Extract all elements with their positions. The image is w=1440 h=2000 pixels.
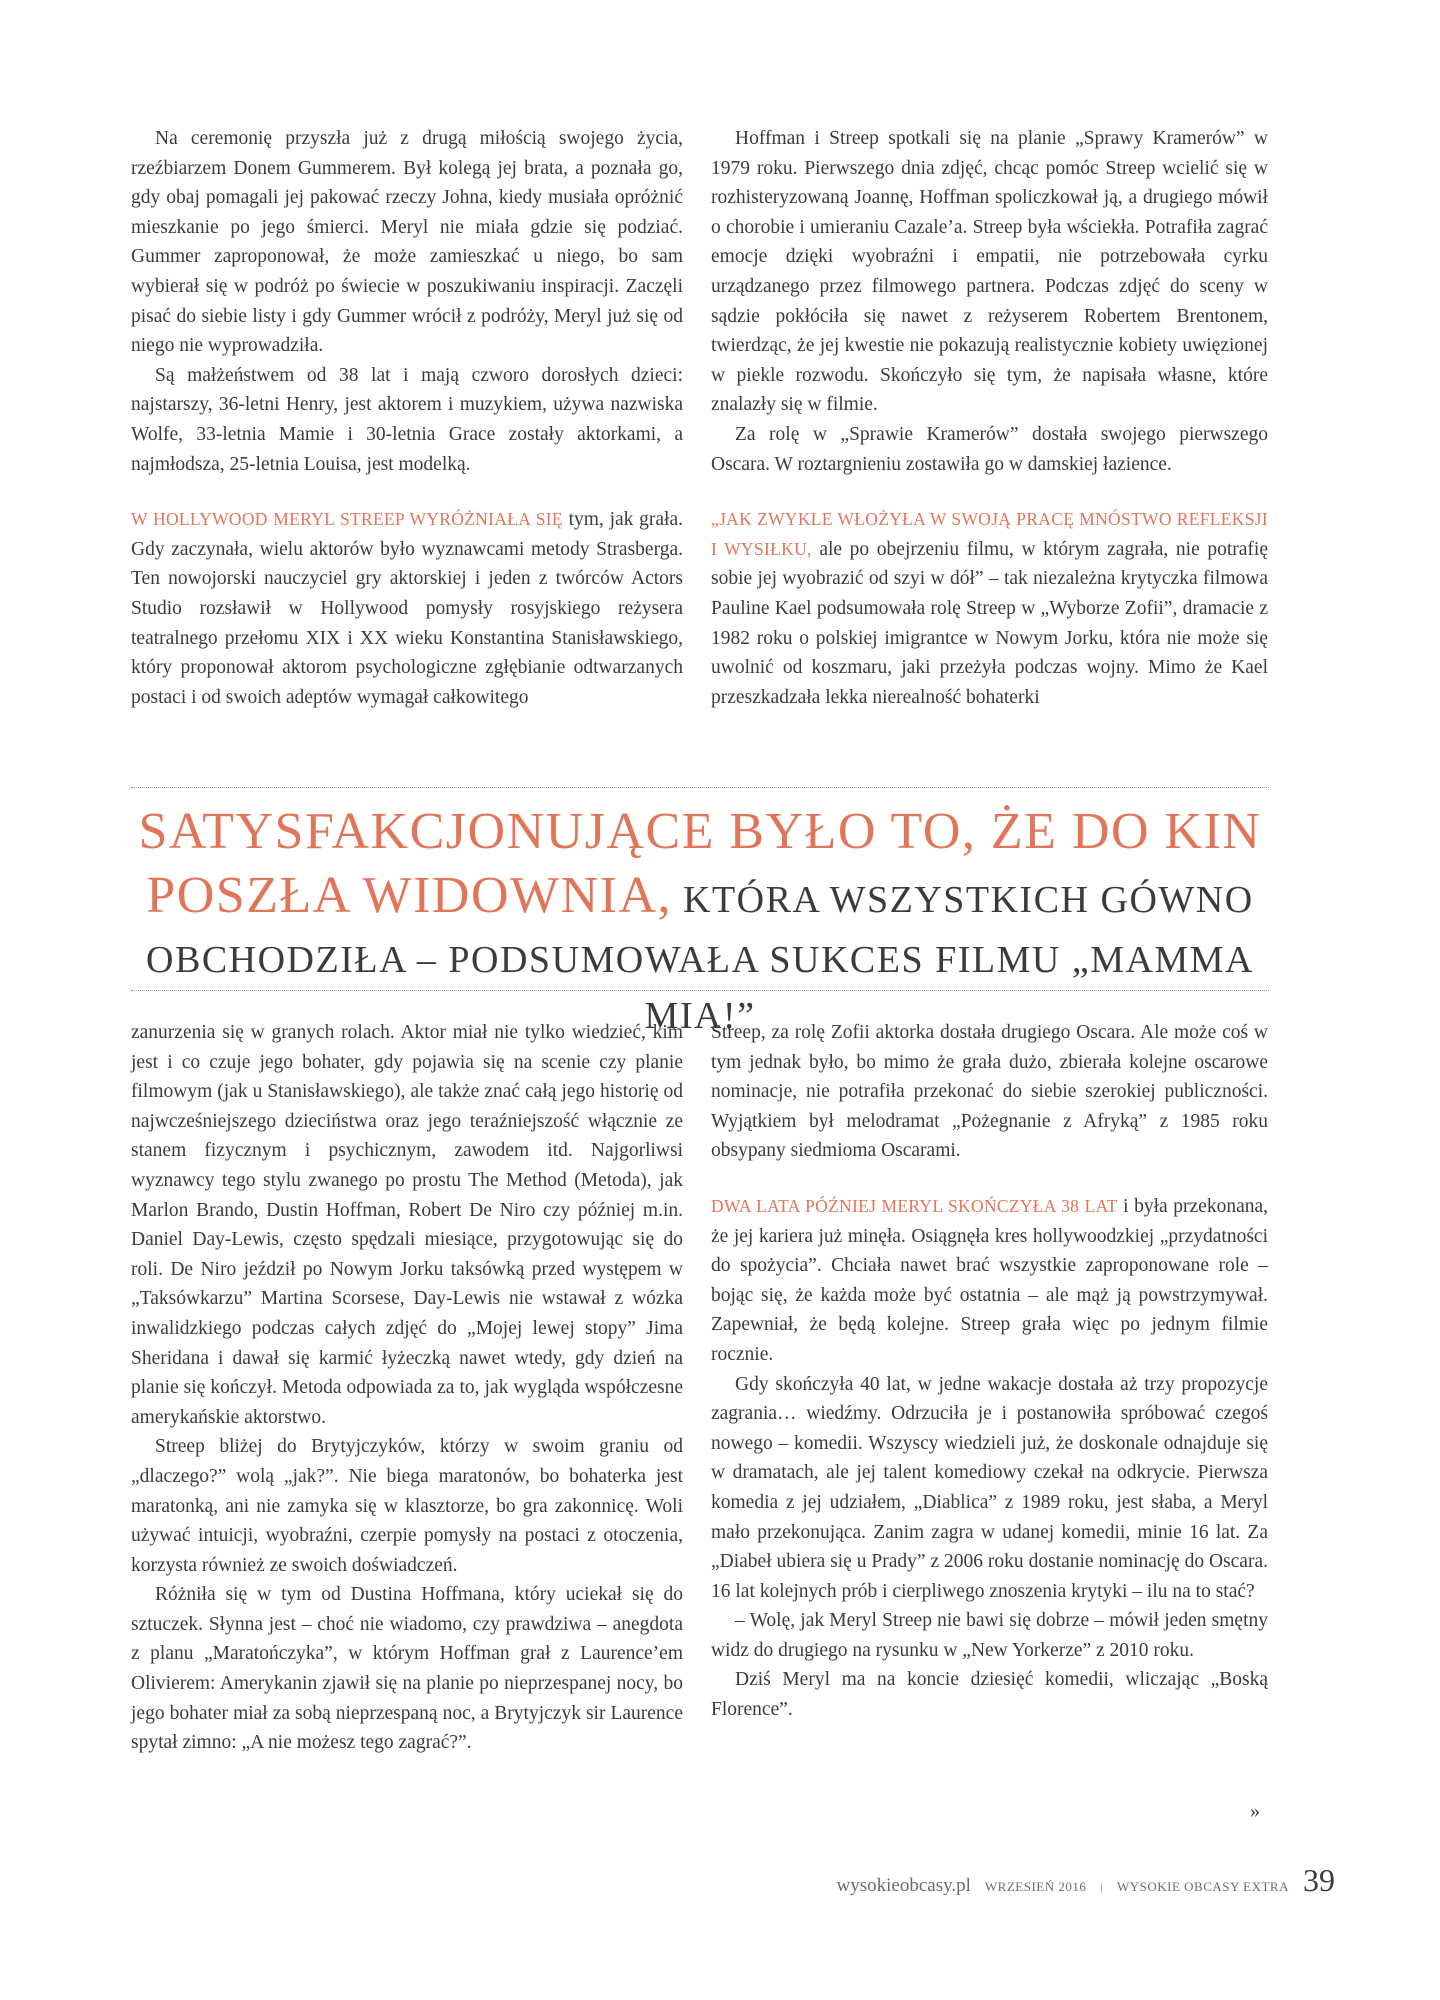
page-number: 39 bbox=[1303, 1862, 1335, 1898]
article-column-bottom-left bbox=[131, 1018, 683, 1758]
article-column-bottom-right bbox=[711, 1018, 1268, 1725]
pull-quote-line-1: SATYSFAKCJONUJĄCE BYŁO TO, ŻE DO KIN bbox=[138, 803, 1262, 860]
paragraph-with-lead bbox=[131, 505, 683, 712]
article-column-top-left bbox=[131, 124, 683, 712]
section-lead-in: DWA LATA PÓŹNIEJ MERYL SKOŃCZYŁA 38 LAT bbox=[711, 1195, 1118, 1216]
paragraph-text: tym, jak grała. Gdy zaczynała, wielu aktorów było wyznawcami metody Strasberga. Ten nowojorski nauczyciel gry aktorskiej i jeden z twórców Actors Studio rozsławił w Hollywood pomysły rosyjskiego reżysera teatralnego przełomu XIX i XX wieku Konstantina Stanisławskiego, który proponował aktorom psychologiczne zgłębianie odtwarzanych postaci i od swoich adeptów wymagał całkowitego bbox=[131, 509, 683, 708]
section-lead-in: „JAK ZWYKLE WŁOŻYŁA W SWOJĄ PRACĘ MNÓSTWO REFLEKSJI I WYSIŁKU, bbox=[711, 509, 1268, 559]
paragraph: Dziś Meryl ma na koncie dziesięć komedii, wliczając „Boską Florence”. bbox=[711, 1669, 1268, 1721]
paragraph-with-lead bbox=[711, 505, 1268, 712]
section-lead-in: W HOLLYWOOD MERYL STREEP WYRÓŻNIAŁA SIĘ bbox=[131, 509, 563, 530]
footer-magazine-name: WYSOKIE OBCASY EXTRA bbox=[1116, 1879, 1289, 1894]
paragraph: Są małżeństwem od 38 lat i mają czworo dorosłych dzieci: najstarszy, 36-letni Henry, jest aktorem i muzykiem, używa nazwiska Wolfe, 33-letnia Mamie i 30-letnia Grace zostały aktorkami, a najmłodsza, 25-letnia Louisa, jest modelką. bbox=[131, 364, 683, 475]
paragraph-with-lead bbox=[711, 1192, 1268, 1370]
footer-website: wysokieobcasy.pl bbox=[836, 1875, 971, 1896]
dotted-divider-bottom bbox=[131, 990, 1269, 991]
paragraph: Streep bliżej do Brytyjczyków, którzy w swoim graniu od „dlaczego?” wolą „jak?”. Nie biega maratonów, bo bohaterka jest maratonką, ani nie zamyka się w klasztorze, bo gra zakonnicę. Woli używać intuicji, wyobraźni, czerpie pomysły na postaci z otoczenia, korzysta również ze swoich doświadczeń. bbox=[131, 1436, 683, 1576]
paragraph: Na ceremonię przyszła już z drugą miłością swojego życia, rzeźbiarzem Donem Gummerem. Był kolegą jej brata, a poznała go, gdy obaj pomagali jej pakować rzeczy Johna, kiedy musiała opróżnić mieszkanie po jego śmierci. Meryl nie miała gdzie się podziać. Gummer zaproponował, że może zamieszkać u niego, bo sam wybierał się w podróż po świecie w poszukiwaniu inspiracji. Zaczęli pisać do siebie listy i gdy Gummer wrócił z podróży, Meryl już się od niego nie wyprowadziła. bbox=[131, 128, 683, 357]
paragraph: Różniła się w tym od Dustina Hoffmana, który uciekał się do sztuczek. Słynna jest – choć nie wiadomo, czy prawdziwa – anegdota z planu „Maratończyka”, w którym Hoffman grał z Laurence’em Olivierem: Amerykanin zjawił się na planie po nieprzespanej nocy, bo jego bohater miał za sobą nieprzespaną noc, a Brytyjczyk sir Laurence spytał zimno: „A nie możesz tego zagrać?”. bbox=[131, 1584, 683, 1754]
paragraph: Gdy skończyła 40 lat, w jedne wakacje dostała aż trzy propozycje zagrania… wiedźmy. Odrzuciła je i postanowiła spróbować czegoś nowego – komedii. Wszyscy wiedzieli już, że doskonale odnajduje się w dramatach, ale jej talent komediowy czekał na odkrycie. Pierwsza komedia z jej udziałem, „Diablica” z 1989 roku, jest słaba, a Meryl mało przekonująca. Zanim zagra w udanej komedii, minie 16 lat. Za „Diabeł ubiera się u Prady” z 2006 roku dostanie nominację do Oscara. 16 lat kolejnych prób i cierpliwego znoszenia krytyki – ilu na to stać? bbox=[711, 1373, 1268, 1602]
paragraph: Streep, za rolę Zofii aktorka dostała drugiego Oscara. Ale może coś w tym jednak było, bo mimo że grała dużo, zbierała kolejne oscarowe nominacje, nie potrafiła przekonać do siebie szerokiej publiczności. Wyjątkiem był melodramat „Pożegnanie z Afryką” z 1985 roku obsypany siedmioma Oscarami. bbox=[711, 1022, 1268, 1162]
paragraph: Hoffman i Streep spotkali się na planie „Sprawy Kramerów” w 1979 roku. Pierwszego dnia zdjęć, chcąc pomóc Streep wcielić się w rozhisteryzowaną Joannę, Hoffman spoliczkował ją, a drugiego mówił o chorobie i umieraniu Cazale’a. Streep była wściekła. Potrafiła zagrać emocje dzięki wyobraźni i empatii, nie potrzebowała cyrku urządzanego przez filmowego partnera. Podczas zdjęć do sceny w sądzie pokłóciła się nawet z reżyserem Robertem Brentonem, twierdząc, że jej kwestie nie pokazują realistycznie kobiety uwięzionej w piekle rozwodu. Skończyło się tym, że napisała własne, które znalazły się w filmie. bbox=[711, 128, 1268, 416]
paragraph-text: ale po obejrzeniu filmu, w którym zagrała, nie potrafię sobie jej wyobrazić od szyi w dół” – tak niezależna krytyczka filmowa Pauline Kael podsumowała rolę Streep w „Wyborze Zofii”, dramacie z 1982 roku o polskiej imigrantce w Nowym Jorku, która nie może się uwolnić od koszmaru, jaki przeżyła podczas wojny. Mimo że Kael przeszkadzała lekka nierealność bohaterki bbox=[711, 538, 1268, 708]
continue-marker: » bbox=[1250, 1800, 1260, 1822]
paragraph: zanurzenia się w granych rolach. Aktor miał nie tylko wiedzieć, kim jest i co czuje jego bohater, gdy pojawia się na scenie czy planie filmowym (jak u Stanisławskiego), ale także znać całą jego historię od najwcześniejszego dzieciństwa oraz jego teraźniejszość włącznie ze stanem fizycznym i psychicznym, zawodem itd. Najgorliwsi wyznawcy tego stylu zwanego po prostu The Method (Metoda), jak Marlon Brando, Dustin Hoffman, Robert De Niro czy później m.in. Daniel Day-Lewis, często spędzali miesiące, przygotowując się do roli. De Niro jeździł po Nowym Jorku taksówką przed występem w „Taksówkarzu” Martina Scorsese, Day-Lewis nie wstawał z wózka inwalidzkiego podczas całych zdjęć do „Mojej lewej stopy” Jima Sheridana i dawał się karmić łyżeczką nawet wtedy, gdy dzień na planie się kończył. Metoda odpowiada za to, jak wygląda współczesne amerykańskie aktorstwo. bbox=[131, 1022, 683, 1428]
paragraph: Za rolę w „Sprawie Kramerów” dostała swojego pierwszego Oscara. W roztargnieniu zostawiła go w damskiej łazience. bbox=[711, 423, 1268, 475]
footer-issue-date: WRZESIEŃ 2016 bbox=[984, 1879, 1087, 1894]
paragraph-text: i była przekonana, że jej kariera już minęła. Osiągnęła kres hollywoodzkiej „przydatności do spożycia”. Chciała nawet brać wszystkie zaproponowane role – bojąc się, że każda może być ostatnia – ale mąż ją powstrzymywał. Zapewniał, że będą kolejne. Streep grała więc po jednym filmie rocznie. bbox=[711, 1195, 1269, 1365]
footer-separator: | bbox=[1100, 1879, 1103, 1894]
pull-quote-line-2-rest: KTÓRA WSZYSTKICH GÓWNO bbox=[672, 879, 1254, 921]
pull-quote bbox=[120, 800, 1280, 1044]
paragraph: – Wolę, jak Meryl Streep nie bawi się dobrze – mówił jeden smętny widz do drugiego na rysunku w „New Yorkerze” z 2010 roku. bbox=[711, 1610, 1268, 1661]
pull-quote-highlight: POSZŁA WIDOWNIA, bbox=[146, 867, 673, 924]
dotted-divider-top bbox=[131, 787, 1269, 788]
page-footer bbox=[837, 1862, 1336, 1899]
pull-quote-line-2 bbox=[120, 864, 1280, 932]
pull-quote-line-3: OBCHODZIŁA – PODSUMOWAŁA SUKCES FILMU „MAMMA MIA!” bbox=[146, 939, 1254, 1037]
article-column-top-right bbox=[711, 124, 1268, 712]
